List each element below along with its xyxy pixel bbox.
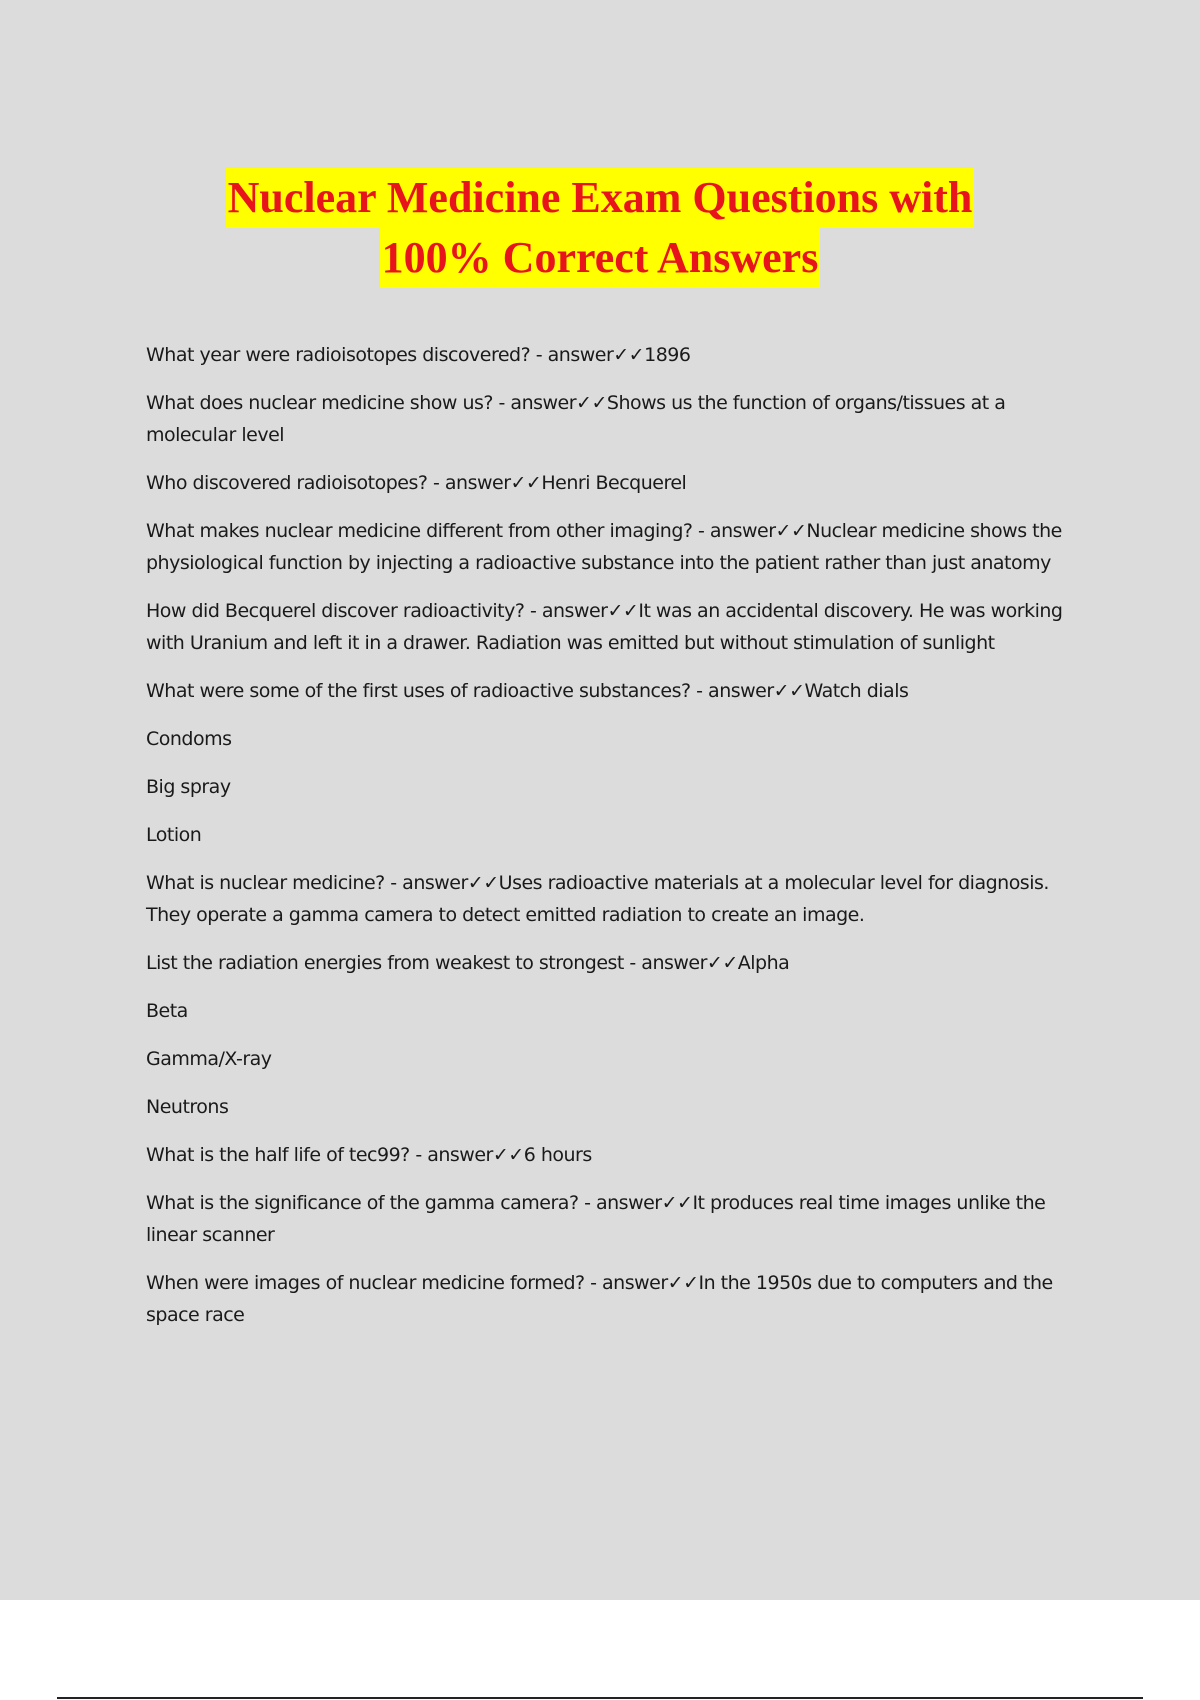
answer-text: Watch dials — [804, 680, 909, 702]
answer-text: Shows us the function of organs/tissues at a molecular level — [146, 392, 1006, 446]
answer-marker: - answer✓✓ — [692, 520, 807, 542]
answer-marker: - answer✓✓ — [524, 600, 639, 622]
question-text: List the radiation energies from weakest to strongest — [146, 952, 624, 974]
question-answer-item — [146, 867, 1086, 931]
title-line-1: Nuclear Medicine Exam Questions with — [226, 168, 975, 228]
question-text: How did Becquerel discover radioactivity? — [146, 600, 525, 622]
question-answer-item — [146, 947, 1086, 979]
question-answer-item — [146, 387, 1086, 451]
answer-text: In the 1950s due to computers and the space race — [146, 1272, 1053, 1326]
question-text: What makes nuclear medicine different from other imaging? — [146, 520, 693, 542]
question-text: What does nuclear medicine show us? — [146, 392, 493, 414]
title-line-2: 100% Correct Answers — [380, 228, 821, 288]
answer-continuation-line: Gamma/X-ray — [146, 1048, 272, 1070]
answer-text: It produces real time images unlike the linear scanner — [146, 1192, 1046, 1246]
question-text: What year were radioisotopes discovered? — [146, 344, 531, 366]
question-answer-item — [146, 515, 1086, 579]
answer-marker: - answer✓✓ — [623, 952, 738, 974]
answer-marker: - answer✓✓ — [492, 392, 607, 414]
answer-text: Henri Becquerel — [541, 472, 687, 494]
question-answer-item — [146, 1139, 1086, 1171]
footer-divider — [57, 1697, 1143, 1699]
answer-marker: - answer✓✓ — [690, 680, 805, 702]
answer-continuation-line: Neutrons — [146, 1096, 229, 1118]
answer-marker: - answer✓✓ — [578, 1192, 693, 1214]
answer-continuation-line: Condoms — [146, 728, 232, 750]
question-text: What is the significance of the gamma camera? — [146, 1192, 579, 1214]
answer-marker: - answer✓✓ — [384, 872, 499, 894]
question-text: What were some of the first uses of radioactive substances? — [146, 680, 691, 702]
answer-text: 6 hours — [523, 1144, 592, 1166]
question-text: What is nuclear medicine? — [146, 872, 385, 894]
answer-text: 1896 — [644, 344, 691, 366]
qa-list — [146, 339, 1086, 1347]
answer-marker: - answer✓✓ — [427, 472, 542, 494]
question-answer-item — [146, 1267, 1086, 1331]
answer-marker: - answer✓✓ — [584, 1272, 699, 1294]
question-answer-item — [146, 467, 1086, 499]
question-answer-item — [146, 595, 1086, 659]
answer-text: Alpha — [737, 952, 790, 974]
answer-marker: - answer✓✓ — [530, 344, 645, 366]
answer-continuation-line: Big spray — [146, 776, 231, 798]
question-text: When were images of nuclear medicine formed? — [146, 1272, 585, 1294]
question-text: Who discovered radioisotopes? — [146, 472, 428, 494]
question-answer-item — [146, 339, 1086, 371]
answer-continuation-line: Lotion — [146, 824, 202, 846]
answer-text: Nuclear medicine shows the physiological function by injecting a radioactive substance into the patient rather than just anatomy — [146, 520, 1062, 574]
answer-continuation-line: Beta — [146, 1000, 188, 1022]
answer-text: Uses radioactive materials at a molecular level for diagnosis. They operate a gamma camera to detect emitted radiation to create an image. — [146, 872, 1049, 926]
answer-text: It was an accidental discovery. He was working with Uranium and left it in a drawer. Radiation was emitted but without stimulation of sunlight — [146, 600, 1063, 654]
answer-marker: - answer✓✓ — [409, 1144, 524, 1166]
question-answer-item — [146, 675, 1086, 707]
document-title — [0, 168, 1200, 288]
question-text: What is the half life of tec99? — [146, 1144, 410, 1166]
question-answer-item — [146, 1187, 1086, 1251]
